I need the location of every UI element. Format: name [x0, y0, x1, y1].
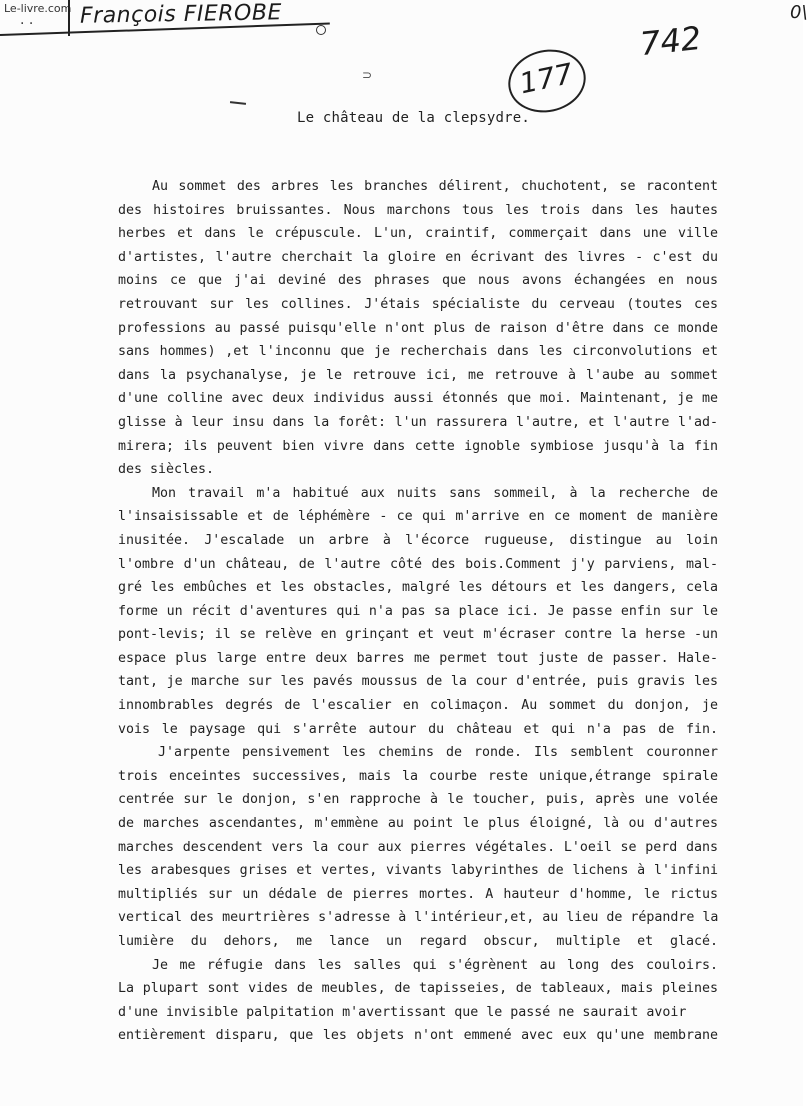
- text-line: La plupart sont vides de meubles, de tapisseies, de tableaux, mais pleines: [118, 981, 718, 997]
- text-line: innombrables degrés de l'escalier en colimaçon. Au sommet du donjon, je: [118, 698, 718, 714]
- text-line: J'arpente pensivement les chemins de ronde. Ils semblent couronner: [158, 745, 718, 761]
- body-text: [118, 175, 718, 1048]
- text-line: centrée sur le donjon, s'en rapproche à le toucher, puis, après une volée: [118, 792, 718, 808]
- text-line: Au sommet des arbres les branches délirent, chuchotent, se racontent: [152, 179, 718, 194]
- text-line: glisse à leur insu dans la forêt: l'un rassurera l'autre, et l'autre l'ad-: [118, 414, 718, 430]
- text-line: Je me réfugie dans les salles qui s'égrènent au long des couloirs.: [152, 957, 718, 973]
- text-line: trois enceintes successives, mais la courbe reste unique,étrange spirale: [118, 768, 718, 784]
- text-line: des histoires bruissantes. Nous marchons tous les trois dans les hautes: [118, 202, 718, 218]
- text-line: gré les embûches et les obstacles, malgré les détours et les dangers, cela: [118, 580, 718, 596]
- text-line: lumière du dehors, me lance un regard obscur, multiple et glacé.: [118, 934, 718, 949]
- circled-page-number-text: 177: [516, 56, 576, 101]
- text-line: entièrement disparu, que les objets n'ont emmené avec eux qu'une membrane: [118, 1028, 718, 1044]
- circled-page-number: [502, 43, 591, 120]
- document-title: Le château de la clepsydre.: [297, 110, 530, 126]
- dash-mark: [230, 101, 246, 105]
- text-line: vois le paysage qui s'arrête autour du château et qui n'a pas de fin.: [118, 721, 718, 737]
- stray-circle-mark: [316, 25, 326, 35]
- text-line: d'une invisible palpitation m'avertissant que le passé ne saurait avoir: [118, 1004, 687, 1020]
- text-line: d'artistes, l'autre cherchait la gloire en écrivant des livres - c'est du: [118, 249, 718, 265]
- text-line: dans la psychanalyse, je le retrouve ici, me retrouve à l'aube au sommet: [118, 367, 718, 383]
- text-line: pont-levis; il se relève en grinçant et veut m'écraser contre la herse -un: [118, 627, 718, 643]
- text-line: forme un récit d'aventures qui n'a pas sa place ici. Je passe enfin sur le: [118, 603, 718, 619]
- watermark: Le-livre.com: [4, 2, 72, 15]
- text-line: herbes et dans le crépuscule. L'un, craintif, commerçait dans une ville: [118, 226, 718, 242]
- text-line: sans hommes) ,et l'inconnu que je recherchais dans les circonvolutions et: [118, 344, 718, 360]
- small-pencil-mark: ⊃: [362, 68, 373, 82]
- manuscript-number: 742: [638, 18, 703, 64]
- text-line: espace plus large entre deux barres me permet tout juste de passer. Hale-: [118, 650, 718, 666]
- text-line: Mon travail m'a habitué aux nuits sans sommeil, à la recherche de: [152, 485, 718, 501]
- text-line: les arabesques grises et vertes, vivants labyrinthes de lichens à l'infini: [118, 863, 718, 879]
- text-line: de marches ascendantes, m'emmène au point le plus éloigné, là ou d'autres: [118, 816, 718, 832]
- text-line: inusitée. J'escalade un arbre à l'écorce rugueuse, distingue au loin: [118, 532, 718, 548]
- text-line: professions au passé puisqu'elle n'ont plus de raison d'être dans ce monde: [118, 320, 718, 336]
- text-line: d'une colline avec deux individus aussi étonnés que moi. Maintenant, je me: [118, 391, 718, 407]
- text-line: l'ombre d'un château, de l'autre côté des bois.Comment j'y parviens, mal-: [118, 556, 718, 572]
- text-line: moins ce que j'ai deviné des phrases que nous avons échangées en nous: [118, 273, 718, 289]
- text-line: des siècles.: [118, 462, 215, 478]
- text-line: retrouvant sur les collines. J'étais spécialiste du cerveau (toutes ces: [118, 296, 718, 312]
- text-line: multipliés sur un dédale de pierres mortes. A hauteur d'homme, le rictus: [118, 886, 718, 902]
- margin-dots: · ·: [20, 16, 34, 32]
- corner-mark: 0\: [790, 2, 808, 23]
- text-line: vertical des meurtrières s'adresse à l'intérieur,et, au lieu de répandre la: [118, 910, 719, 926]
- handwritten-author-name: François FIEROBE: [79, 0, 283, 29]
- text-line: tant, je marche sur les pavés moussus de la cour d'entrée, puis gravis les: [118, 674, 718, 690]
- text-line: mirera; ils peuvent bien vivre dans cette ignoble symbiose jusqu'à la fin: [118, 438, 718, 454]
- text-line: marches descendent vers la cour aux pierres végétales. L'oeil se perd dans: [118, 839, 718, 855]
- text-line: l'insaisissable et de léphémère - ce qui m'arrive en ce moment de manière: [118, 509, 718, 525]
